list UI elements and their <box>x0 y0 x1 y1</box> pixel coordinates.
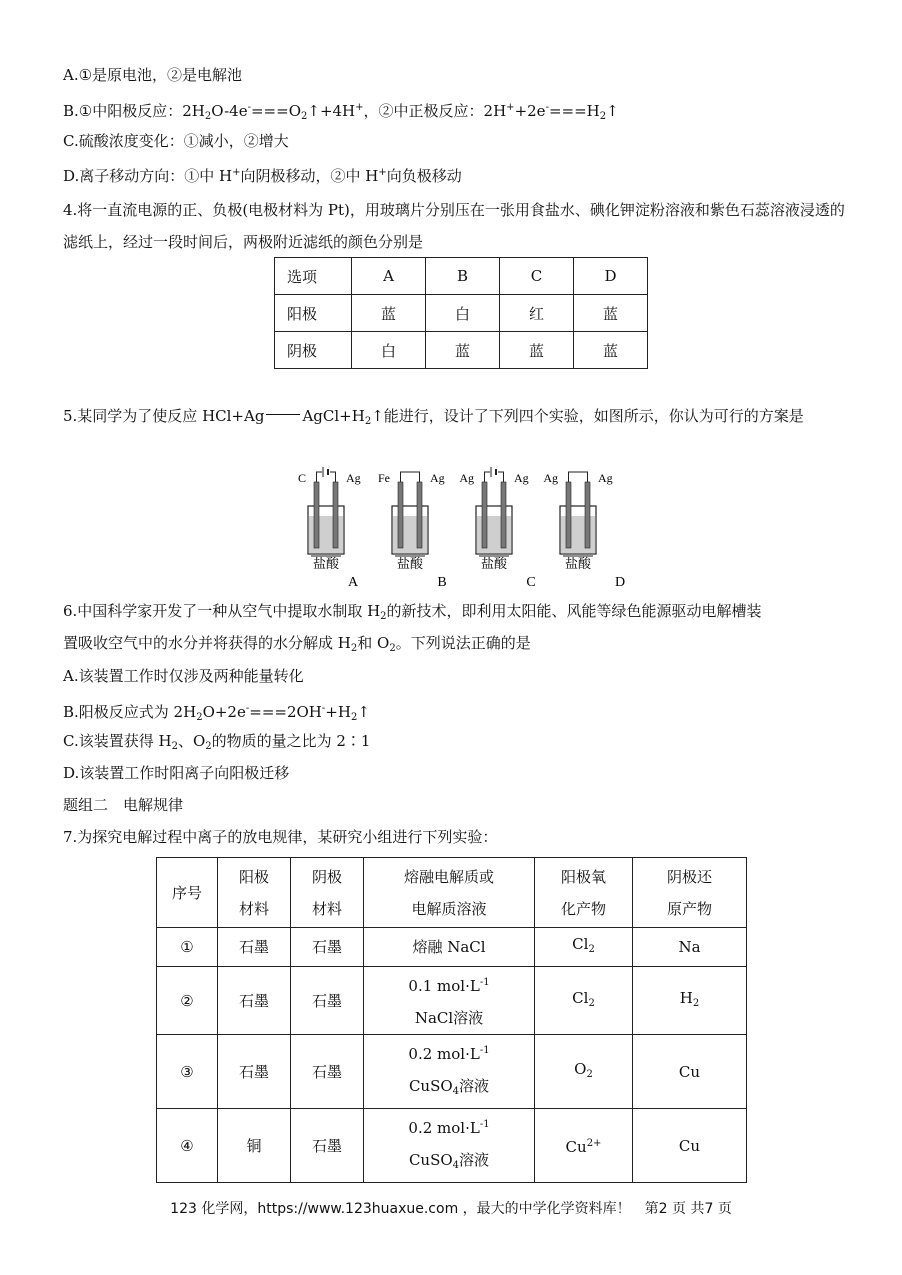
option-label: A <box>347 575 359 590</box>
table-row <box>275 258 648 295</box>
section-heading: 题组二 电解规律 <box>63 796 184 814</box>
option-label: C <box>526 575 536 590</box>
page-footer: 123 化学网，https://www.123huaxue.com ，最大的中学化学资料库！ 第2 页 共7 页 <box>170 1201 732 1217</box>
electrode-label: Ag <box>514 471 529 485</box>
q6-option-a: A.该装置工作时仅涉及两种能量转化 <box>63 667 304 685</box>
wire <box>401 472 420 482</box>
table-cell: ③ <box>157 1035 218 1109</box>
table-cell: A <box>352 258 426 295</box>
table-cell: 白 <box>352 332 426 369</box>
q3-option-c: C.硫酸浓度变化：①减小，②增大 <box>63 132 289 150</box>
electrode-label: Fe <box>378 471 390 485</box>
solution-label: 盐酸 <box>396 557 424 572</box>
q5-text: 5.某同学为了使反应 HCl+Ag $AgCl+H_2↑$能进行，设计了下列四个实验，如图所示，你认为可行的方案是 <box>63 407 804 427</box>
electrode-label: Ag <box>598 471 613 485</box>
solution-label: 盐酸 <box>480 557 508 572</box>
table-cell: B <box>426 258 500 295</box>
option-label: B <box>437 575 447 590</box>
q5-apparatus-figure <box>290 468 626 590</box>
table-cell: 红 <box>500 295 574 332</box>
table-cell: $Cu^{2+}$ <box>535 1109 633 1183</box>
table-cell: 石墨 <box>291 1035 364 1109</box>
q7-text: 7.为探究电解过程中离子的放电规律，某研究小组进行下列实验： <box>63 828 498 846</box>
electrode-left <box>398 482 403 548</box>
q3-option-a: A.①是原电池，②是电解池 <box>63 66 243 84</box>
table-cell: ② <box>157 967 218 1035</box>
table-cell: $O_2$ <box>535 1035 633 1109</box>
table-cell: 石墨 <box>218 928 291 967</box>
table-cell: 蓝 <box>574 332 648 369</box>
table-cell: 蓝 <box>426 332 500 369</box>
table-row <box>157 967 747 1035</box>
reaction-arrow-icon <box>266 414 300 415</box>
electrode-label: C <box>297 471 306 485</box>
table-header-row <box>157 858 747 928</box>
q6-option-c: C.该装置获得 $H_2$、$O_2$的物质的量之比为 2∶1 <box>63 732 371 752</box>
table-cell: ① <box>157 928 218 967</box>
table-cell: 石墨 <box>291 967 364 1035</box>
table-cell: Na <box>633 928 747 967</box>
electrode-label: Ag <box>543 471 558 485</box>
q4-text: 4.将一直流电源的正、负极(电极材料为 Pt)，用玻璃片分别压在一张用食盐水、碘化钾淀粉溶液和紫色石蕊溶液浸透的滤纸上，经过一段时间后，两极附近滤纸的颜色分别是 <box>63 201 845 251</box>
table-row <box>157 1035 747 1109</box>
table-row <box>157 1109 747 1183</box>
table-cell: 石墨 <box>218 967 291 1035</box>
q6-option-b: B.阳极反应式为 $2H_2O+2e^-===2OH^-+H_2↑$ <box>63 703 370 723</box>
table-cell: 阳极 <box>275 295 352 332</box>
table-cell: 选项 <box>275 258 352 295</box>
table-cell: Cu <box>633 1109 747 1183</box>
table-cell: 阴极 <box>275 332 352 369</box>
table-cell: $Cl_2$ <box>535 967 633 1035</box>
table-cell: D <box>574 258 648 295</box>
table-cell: 白 <box>426 295 500 332</box>
table-row <box>275 295 648 332</box>
table-row <box>157 928 747 967</box>
electrode-left <box>482 482 487 548</box>
table-cell: 铜 <box>218 1109 291 1183</box>
electrode-label: Ag <box>459 471 474 485</box>
table-cell: 0.2 $mol\cdot L^{-1}$ CuSO$_4$溶液 <box>364 1035 535 1109</box>
solution-label: 盐酸 <box>312 557 340 572</box>
table-cell: 蓝 <box>500 332 574 369</box>
header-cell: 阴极还 原产物 <box>633 858 747 928</box>
q3-option-b: B.①中阳极反应：$2H_2O-4e^-===O_2↑+4H^+$，②中正极反应：$2H^++2e^-===H_2↑$ <box>63 102 619 122</box>
table-cell: 石墨 <box>291 928 364 967</box>
header-cell: 阳极氧 化产物 <box>535 858 633 928</box>
table-cell: 0.2 $mol\cdot L^{-1}$ CuSO$_4$溶液 <box>364 1109 535 1183</box>
electrode-right <box>417 482 422 548</box>
table-row <box>275 332 648 369</box>
electrode-right <box>333 482 338 548</box>
header-cell: 阳极 材料 <box>218 858 291 928</box>
electrode-label: Ag <box>346 471 361 485</box>
table-cell: 0.1 $mol\cdot L^{-1}$ NaCl溶液 <box>364 967 535 1035</box>
solution-label: 盐酸 <box>564 557 592 572</box>
table-cell: $Cl_2$ <box>535 928 633 967</box>
table-cell: 石墨 <box>218 1035 291 1109</box>
electrode-right <box>585 482 590 548</box>
q4-table <box>274 257 648 369</box>
q3-option-d: D.离子移动方向：①中 H+向阴极移动，②中 H+向负极移动 <box>63 167 462 185</box>
q6-option-d: D.该装置工作时阳离子向阳极迁移 <box>63 764 290 782</box>
table-cell: 蓝 <box>574 295 648 332</box>
table-cell: ④ <box>157 1109 218 1183</box>
wire <box>569 472 588 482</box>
table-cell: 石墨 <box>291 1109 364 1183</box>
table-cell: $H_2$ <box>633 967 747 1035</box>
electrode-left <box>566 482 571 548</box>
electrode-left <box>314 482 319 548</box>
option-label: D <box>614 575 626 590</box>
table-cell: 蓝 <box>352 295 426 332</box>
electrode-label: Ag <box>430 471 445 485</box>
table-cell: Cu <box>633 1035 747 1109</box>
header-cell: 序号 <box>157 858 218 928</box>
table-cell: C <box>500 258 574 295</box>
table-cell: 熔融 NaCl <box>364 928 535 967</box>
header-cell: 阴极 材料 <box>291 858 364 928</box>
header-cell: 熔融电解质或 电解质溶液 <box>364 858 535 928</box>
q6-line-1: 6.中国科学家开发了一种从空气中提取水制取 $H_2$的新技术，即利用太阳能、风能等绿色能源驱动电解槽装 <box>63 602 762 622</box>
q7-table <box>156 857 747 1183</box>
electrode-right <box>501 482 506 548</box>
q6-line-2: 置吸收空气中的水分并将获得的水分解成 $H_2$和 $O_2$。下列说法正确的是 <box>63 634 531 654</box>
